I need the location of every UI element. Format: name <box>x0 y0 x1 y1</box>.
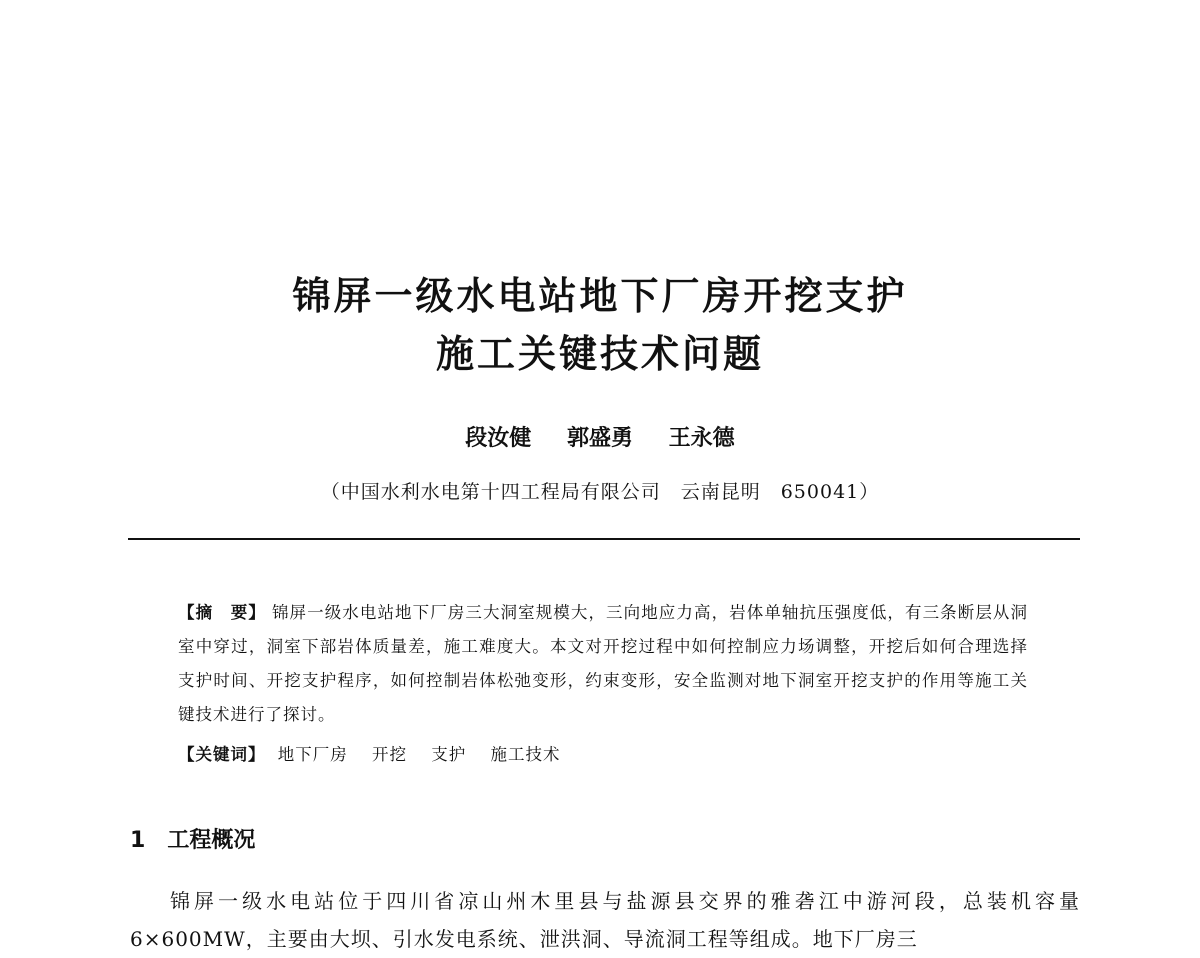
paper-title-line-2: 施工关键技术问题 <box>435 332 764 376</box>
abstract-label: 【摘 要】 <box>178 603 266 622</box>
author-name: 段汝健 <box>465 425 532 451</box>
header-divider <box>128 538 1080 540</box>
section-number: 1 <box>130 828 146 853</box>
author-list <box>0 422 1200 454</box>
section-title: 工程概况 <box>167 828 256 853</box>
author-affiliation: （中国水利水电第十四工程局有限公司 云南昆明 650041） <box>320 481 880 503</box>
keyword: 施工技术 <box>490 745 561 764</box>
author-name: 郭盛勇 <box>566 425 633 451</box>
abstract-text: 锦屏一级水电站地下厂房三大洞室规模大，三向地应力高，岩体单轴抗压强度低，有三条断层从洞室中穿过，洞室下部岩体质量差，施工难度大。本文对开挖过程中如何控制应力场调整，开挖后如何合理选择支护时间、开挖支护程序，如何控制岩体松弛变形，约束变形，安全监测对地下洞室开挖支护的作用等施工关键技术进行了探讨。 <box>178 603 1029 724</box>
keyword: 开挖 <box>372 745 407 764</box>
author-name: 王永德 <box>668 425 735 451</box>
section-heading <box>130 824 255 858</box>
keywords-label: 【关键词】 <box>178 745 266 764</box>
body-paragraph: 锦屏一级水电站位于四川省凉山州木里县与盐源县交界的雅砻江中游河段，总装机容量6×600MW，主要由大坝、引水发电系统、泄洪洞、导流洞工程等组成。地下厂房三 <box>130 889 1080 951</box>
abstract <box>178 596 1028 732</box>
paper-title-line-1: 锦屏一级水电站地下厂房开挖支护 <box>292 274 908 318</box>
keyword: 地下厂房 <box>277 745 348 764</box>
keyword: 支护 <box>431 745 467 764</box>
keywords <box>178 738 1028 772</box>
